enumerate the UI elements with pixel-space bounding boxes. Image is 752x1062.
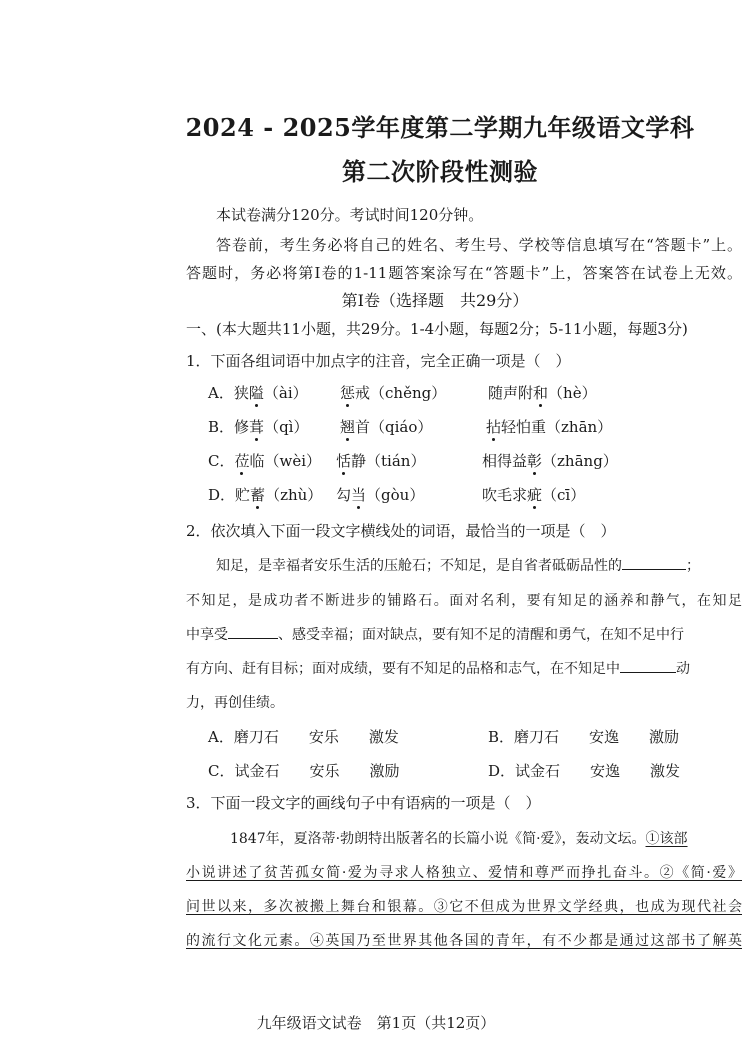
question-2-option-a: A．磨刀石 安乐 激发 [208,728,399,746]
instruction-score-time: 本试卷满分120分。考试时间120分钟。 [216,206,484,224]
underlined-sentence: 问世以来，多次被搬上舞台和银幕。③它不但成为世界文学经典，也成为现代社会 [186,899,742,915]
dotted-char: 恬 [336,452,352,470]
fill-blank-3 [620,658,676,673]
dotted-char: 拈 [486,418,502,436]
dotted-char: 和 [533,384,549,402]
section-heading: 第Ⅰ卷（选择题 共29分） [341,291,529,310]
part-one-heading: 一、(本大题共11小题，共29分。1-4小题，每题2分；5-11小题，每题3分) [186,320,688,338]
fill-blank-2 [228,624,278,639]
dotted-char: 隘 [248,384,264,402]
fill-blank-1 [622,555,686,570]
exam-title: 2024 - 2025学年度第二学期九年级语文学科 [185,113,695,142]
underlined-sentence: 的流行文化元素。④英国乃至世界其他各国的青年，有不少都是通过这部书了解英 [186,933,742,949]
page-footer: 九年级语文试卷 第1页（共12页） [256,1014,496,1032]
dotted-char: 惩 [340,384,356,402]
question-3-stem: 3．下面一段文字的画线句子中有语病的一项是（ ） [186,794,541,812]
exam-subtitle: 第二次阶段性测验 [342,157,538,186]
dotted-char: 疵 [527,486,543,504]
dotted-char: 当 [351,486,367,504]
dotted-char: 翘 [340,418,356,436]
dotted-char: 莅 [234,452,250,470]
question-2-option-b: B．磨刀石 安逸 激励 [488,728,680,746]
dotted-char: 葺 [249,418,265,436]
question-1-stem: 1．下面各组词语中加点字的注音，完全正确一项是（ ） [186,352,571,370]
dotted-char: 蓄 [250,486,266,504]
question-2-option-d: D．试金石 安逸 激发 [488,762,681,780]
instruction-answer: 答题时，务必将第Ⅰ卷的1-11题答案涂写在“答题卡”上，答案答在试卷上无效。 [186,264,742,282]
question-2-option-c: C．试金石 安乐 激励 [208,762,400,780]
instruction-info: 答卷前，考生务必将自己的姓名、考生号、学校等信息填写在“答题卡”上。 [216,236,742,254]
underlined-sentence: 小说讲述了贫苦孤女简·爱为寻求人格独立、爱情和尊严而挣扎奋斗。②《简·爱》 [186,865,742,881]
question-2-stem: 2．依次填入下面一段文字横线处的词语，最恰当的一项是（ ） [186,522,616,540]
exam-page: 2024 - 2025学年度第二学期九年级语文学科 第二次阶段性测验 本试卷满分120分。考试时间120分钟。 答卷前，考生务必将自己的姓名、考生号、学校等信息填写在“答题卡”上。 答题时，务必将第Ⅰ卷的1-11题答案涂写在“答题卡”上，答案答在试卷上无效。 第Ⅰ卷（选择题 共29分） 一、(本大题共11小题，共29分。1-4小题，每题2分；5-11小题，每题3分) 1．下面各组词语中加点字的注音，完全正确一项是（ ） A．狭隘（ài） 惩戒（chěng） 随声附和（hè） B．修葺（qì） 翘首（qiáo） 拈轻怕重（zhān） C．莅临（wèi） 恬静（tián） 相得益彰（zhāng） D．贮蓄（zhù） 勾当（gòu） 吹毛求疵（cī） 2．依次填入下面一段文字横线处的词语，最恰当的一项是（ ） 知足，是幸福者安乐生活的压舱石；不知足，是自省者砥砺品性的 ； 不知足，是成功者不断进步的铺路石。面对名利，要有知足的涵养和静气，在知足 中享受 、感受幸福；面对缺点，要有知不足的清醒和勇气，在知不足中行 有方向、赶有目标；面对成绩，要有不知足的品格和志气，在不知足中 动 力，再创佳绩。 A．磨刀石 安乐 激发 B．磨刀石 安逸 激励 C．试金石 安乐 激励 D．试金石 安逸 激发 3．下面一段文字的画线句子中有语病的一项是（ ） 1847年，夏洛蒂·勃朗特出版著名的长篇小说《简·爱》，轰动文坛。①该部 小说讲述了贫苦孤女简·爱为寻求人格独立、爱情和尊严而挣扎奋斗。②《简·爱》 问世以来，多次被搬上舞台和银幕。③它不但成为世界文学经典，也成为现代社会 的流行文化元素。④英国乃至世界其他各国的青年，有不少都是通过这部书了解英 九年级语文试卷 第1页（共12页） [0,0,752,1062]
underlined-sentence: ①该部 [645,831,688,847]
dotted-char: 彰 [527,452,543,470]
option-label: A． [208,384,234,402]
